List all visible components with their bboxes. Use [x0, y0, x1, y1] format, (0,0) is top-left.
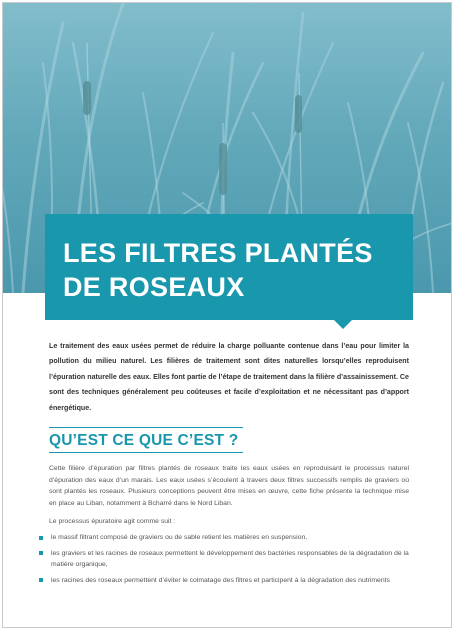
section-rule-bottom — [49, 452, 243, 453]
section-heading: QU’EST CE QUE C’EST ? — [49, 432, 239, 449]
square-bullet-icon — [39, 578, 43, 582]
list-item-text: les graviers et les racines de roseaux permettent le développement des bactéries responsables de la dégradation de la matière organique, — [51, 549, 409, 568]
title-box — [45, 214, 413, 320]
square-bullet-icon — [39, 551, 43, 555]
intro-paragraph: Le traitement des eaux usées permet de réduire la charge polluante contenue dans l’eau pour limiter la pollution du milieu naturel. Les filières de traitement sont dites naturelles lorsqu’elles reproduisent l’épuration naturelle des eaux. Elles font partie de l’étape de traitement dans la filière d’assainissement. Ce sont des techniques généralement peu coûteuses et facile d’exploitation et ne nécessitant pas d’apport énergétique. — [49, 342, 409, 412]
square-bullet-icon — [39, 536, 43, 540]
list-item — [39, 548, 411, 570]
page — [2, 2, 452, 628]
list-item-text: les racines des roseaux permettent d’éviter le colmatage des filtres et participent à la dégradation des nutriments — [51, 576, 390, 584]
section-rule-top — [49, 427, 243, 428]
title-box-notch — [333, 319, 353, 329]
list-item — [39, 575, 411, 586]
list-item — [39, 532, 411, 543]
page-title-line-1: LES FILTRES PLANTÉS — [63, 238, 373, 268]
list-item-text: le massif filtrant composé de graviers ou de sable retient les matières en suspension, — [51, 534, 308, 541]
process-bullet-list — [39, 532, 411, 590]
body-paragraph: Cette filière d’épuration par filtres plantés de roseaux traite les eaux usées en reproduisant le processus naturel d’épuration des eaux d’un marais. Les eaux usées s’écoulent à travers deux filtres successifs remplis de graviers où sont plantés les roseaux. Plusieurs conceptions peuvent être mises en œuvre, cette fiche présente la technique mise en place au Liban, notamment à Bcharré dans le Nord Liban. — [49, 465, 409, 507]
process-lead-text: Le processus épuratoire agit comme suit : — [49, 518, 176, 525]
page-title-line-2: DE ROSEAUX — [63, 272, 245, 302]
